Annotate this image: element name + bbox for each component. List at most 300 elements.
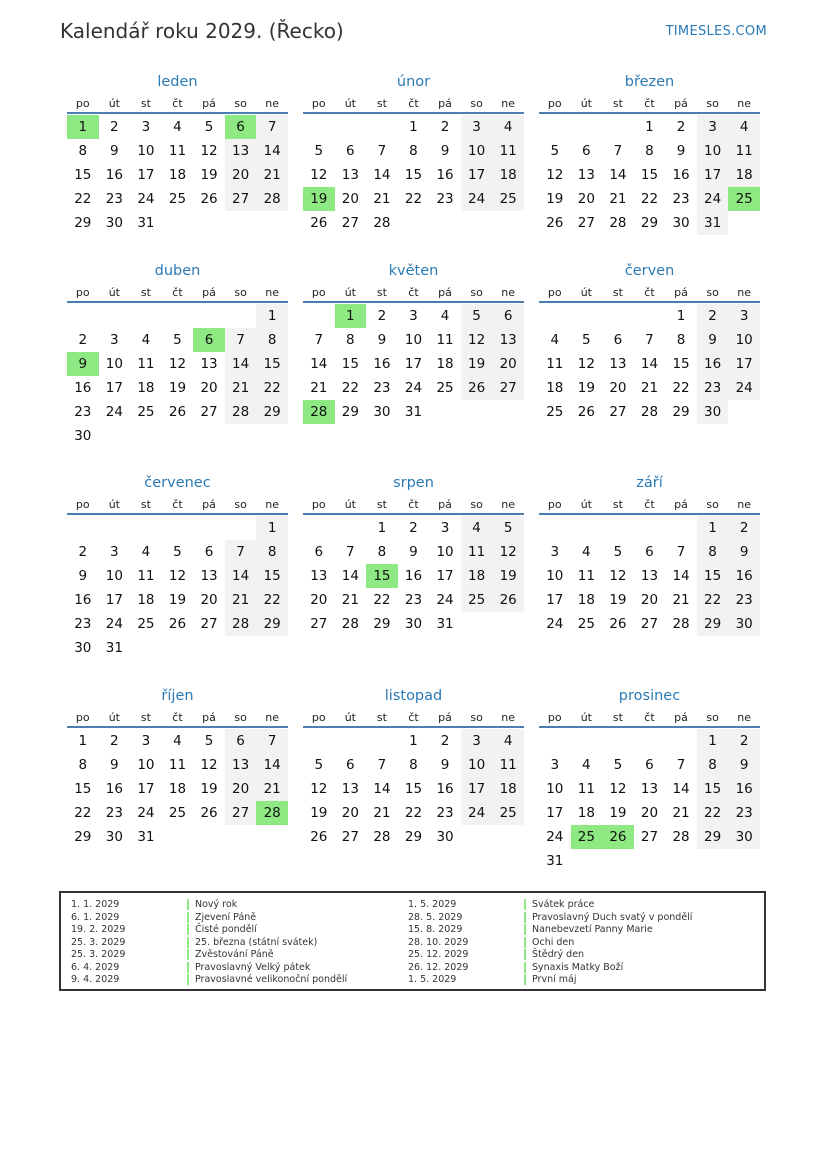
- weekday-header: [67, 710, 288, 728]
- day-cell: 4: [141, 544, 151, 560]
- weekday-label: ne: [265, 286, 280, 299]
- day-cell: 29: [341, 404, 359, 420]
- day-cell: 12: [200, 143, 218, 159]
- day-cell: 13: [577, 167, 595, 183]
- weekday-header: [303, 497, 524, 515]
- day-cell: 30: [105, 215, 123, 231]
- day-cell: 5: [314, 757, 324, 773]
- day-cell: 2: [697, 304, 729, 328]
- day-cell: 26: [577, 404, 595, 420]
- day-grid: [539, 115, 760, 235]
- weekday-label: čt: [644, 97, 655, 110]
- day-cell: 25: [168, 805, 187, 821]
- day-cell: 19: [609, 805, 627, 821]
- day-cell: 26: [461, 376, 493, 400]
- holiday-cell: 9: [67, 352, 99, 376]
- weekday-label: pá: [202, 498, 216, 511]
- weekday-label: pá: [202, 286, 216, 299]
- day-cell: 2: [676, 119, 686, 135]
- empty-cell: [634, 304, 666, 328]
- day-cell: 19: [577, 380, 595, 396]
- weekday-label: ne: [265, 498, 280, 511]
- weekday-header: [303, 96, 524, 114]
- day-cell: 22: [256, 588, 288, 612]
- day-grid: [539, 304, 760, 424]
- weekday-label: čt: [172, 97, 183, 110]
- day-cell: 21: [640, 380, 659, 396]
- day-cell: 16: [436, 167, 454, 183]
- weekday-label: so: [470, 286, 483, 299]
- day-cell: 18: [492, 163, 524, 187]
- day-cell: 18: [461, 564, 493, 588]
- weekday-label: st: [140, 498, 151, 511]
- empty-cell: [162, 516, 194, 540]
- empty-cell: [303, 115, 335, 139]
- day-cell: 11: [461, 540, 493, 564]
- weekday-label: pá: [674, 286, 688, 299]
- day-cell: 6: [645, 757, 654, 773]
- weekday-label: so: [470, 498, 483, 511]
- month-1: [303, 72, 524, 235]
- day-cell: 21: [609, 191, 627, 207]
- day-cell: 29: [256, 612, 288, 636]
- day-cell: 24: [404, 380, 423, 396]
- day-cell: 17: [404, 356, 423, 372]
- day-cell: 10: [436, 544, 454, 560]
- weekday-label: út: [580, 711, 592, 724]
- empty-cell: [634, 729, 666, 753]
- weekday-label: so: [706, 286, 719, 299]
- day-cell: 1: [256, 304, 288, 328]
- weekday-label: pá: [674, 711, 688, 724]
- legend-row: [71, 962, 347, 975]
- day-grid: [67, 516, 288, 660]
- day-cell: 22: [373, 592, 391, 608]
- day-cell: 26: [200, 191, 218, 207]
- site-link[interactable]: TIMESLES.COM: [665, 24, 767, 39]
- weekday-label: po: [75, 97, 90, 110]
- day-cell: 14: [373, 167, 391, 183]
- weekday-label: čt: [644, 711, 655, 724]
- day-cell: 7: [314, 332, 324, 348]
- day-grid: [539, 729, 760, 873]
- weekday-label: so: [234, 286, 247, 299]
- legend-date: 9. 4. 2029: [71, 974, 120, 985]
- month-4: [303, 261, 524, 424]
- day-cell: 5: [173, 332, 182, 348]
- day-cell: 7: [613, 143, 623, 159]
- day-cell: 22: [697, 588, 729, 612]
- day-cell: 17: [697, 163, 729, 187]
- legend-row: [408, 924, 692, 937]
- day-cell: 12: [168, 356, 187, 372]
- legend-row: [408, 899, 692, 912]
- day-cell: 27: [341, 215, 359, 231]
- legend-row: [408, 962, 692, 975]
- day-cell: 15: [341, 356, 359, 372]
- day-cell: 28: [225, 400, 257, 424]
- day-cell: 23: [672, 191, 690, 207]
- day-cell: 5: [173, 544, 182, 560]
- day-cell: 18: [137, 592, 155, 608]
- legend-holiday-name: Pravoslavné velikonoční pondělí: [187, 974, 347, 985]
- day-cell: 13: [640, 568, 659, 584]
- day-cell: 25: [436, 380, 454, 396]
- day-cell: 8: [697, 753, 729, 777]
- legend-holiday-name: Svátek práce: [524, 899, 594, 910]
- month-name: březen: [624, 74, 675, 90]
- day-cell: 10: [105, 568, 123, 584]
- day-cell: 20: [200, 380, 218, 396]
- day-cell: 30: [697, 400, 729, 424]
- day-cell: 5: [204, 119, 214, 135]
- day-cell: 7: [225, 540, 257, 564]
- empty-cell: [602, 729, 634, 753]
- day-cell: 13: [200, 568, 218, 584]
- day-cell: 6: [582, 143, 591, 159]
- legend-row: [71, 899, 347, 912]
- day-cell: 28: [341, 616, 359, 632]
- month-9: [67, 686, 288, 849]
- day-cell: 24: [546, 829, 564, 845]
- day-cell: 8: [409, 143, 418, 159]
- day-cell: 21: [225, 588, 257, 612]
- weekday-label: po: [547, 97, 562, 110]
- day-cell: 17: [728, 352, 760, 376]
- weekday-label: po: [547, 286, 562, 299]
- day-cell: 18: [168, 167, 187, 183]
- weekday-label: út: [108, 498, 120, 511]
- day-cell: 10: [105, 356, 123, 372]
- day-cell: 16: [105, 781, 123, 797]
- day-cell: 26: [492, 588, 524, 612]
- day-cell: 31: [697, 211, 729, 235]
- day-cell: 27: [577, 215, 595, 231]
- day-cell: 7: [377, 143, 387, 159]
- legend-row: [71, 912, 347, 925]
- legend-holiday-name: Zjevení Páně: [187, 912, 256, 923]
- weekday-label: st: [376, 286, 387, 299]
- day-cell: 24: [137, 191, 155, 207]
- weekday-label: ne: [501, 286, 516, 299]
- day-cell: 14: [225, 352, 257, 376]
- weekday-label: út: [108, 97, 120, 110]
- day-cell: 5: [314, 143, 324, 159]
- day-cell: 6: [314, 544, 324, 560]
- day-grid: [67, 729, 288, 849]
- empty-cell: [67, 516, 99, 540]
- day-cell: 10: [137, 143, 155, 159]
- empty-cell: [571, 729, 603, 753]
- day-cell: 1: [409, 119, 418, 135]
- weekday-header: [67, 96, 288, 114]
- day-cell: 29: [373, 616, 391, 632]
- month-0: [67, 72, 288, 235]
- day-cell: 14: [640, 356, 659, 372]
- day-cell: 24: [697, 187, 729, 211]
- day-cell: 15: [256, 352, 288, 376]
- day-cell: 8: [676, 332, 686, 348]
- legend-row: [408, 974, 692, 987]
- legend-date: 25. 12. 2029: [408, 949, 469, 960]
- day-cell: 27: [341, 829, 359, 845]
- day-cell: 22: [341, 380, 359, 396]
- weekday-label: út: [344, 97, 356, 110]
- day-cell: 8: [409, 757, 418, 773]
- holiday-cell: 25: [728, 187, 760, 211]
- day-cell: 8: [377, 544, 387, 560]
- day-cell: 9: [676, 143, 686, 159]
- day-cell: 7: [256, 729, 288, 753]
- legend-date: 28. 5. 2029: [408, 911, 463, 923]
- day-cell: 23: [436, 805, 454, 821]
- day-cell: 5: [582, 332, 591, 348]
- month-10: [303, 686, 524, 849]
- day-cell: 4: [461, 516, 493, 540]
- day-cell: 20: [341, 191, 359, 207]
- weekday-label: pá: [438, 498, 452, 511]
- day-cell: 28: [609, 215, 627, 231]
- day-cell: 15: [404, 167, 423, 183]
- day-cell: 14: [310, 356, 328, 372]
- day-cell: 3: [110, 332, 119, 348]
- empty-cell: [99, 304, 131, 328]
- day-cell: 23: [728, 801, 760, 825]
- day-cell: 22: [697, 801, 729, 825]
- day-cell: 8: [346, 332, 355, 348]
- weekday-label: st: [612, 711, 623, 724]
- day-cell: 5: [492, 516, 524, 540]
- day-cell: 7: [645, 332, 654, 348]
- day-cell: 28: [373, 215, 391, 231]
- day-cell: 18: [137, 380, 155, 396]
- weekday-label: po: [75, 498, 90, 511]
- empty-cell: [335, 729, 367, 753]
- day-cell: 26: [609, 616, 627, 632]
- day-cell: 30: [105, 829, 123, 845]
- day-cell: 16: [697, 352, 729, 376]
- day-cell: 30: [728, 825, 760, 849]
- day-cell: 25: [492, 187, 524, 211]
- weekday-label: pá: [202, 711, 216, 724]
- empty-cell: [225, 304, 257, 328]
- day-cell: 3: [440, 520, 450, 536]
- weekday-header: [67, 285, 288, 303]
- day-cell: 19: [461, 352, 493, 376]
- day-cell: 9: [697, 328, 729, 352]
- empty-cell: [665, 729, 697, 753]
- day-cell: 1: [697, 516, 729, 540]
- day-cell: 22: [672, 380, 690, 396]
- month-name: prosinec: [618, 688, 681, 704]
- day-cell: 22: [404, 805, 423, 821]
- day-cell: 21: [373, 805, 391, 821]
- legend-column-left: [71, 899, 347, 987]
- day-cell: 15: [697, 777, 729, 801]
- day-cell: 23: [697, 376, 729, 400]
- day-cell: 1: [697, 729, 729, 753]
- empty-cell: [130, 304, 162, 328]
- holiday-cell: 25: [571, 825, 603, 849]
- day-cell: 11: [137, 568, 155, 584]
- empty-cell: [67, 304, 99, 328]
- weekday-label: čt: [408, 286, 419, 299]
- day-cell: 4: [582, 544, 591, 560]
- month-name: srpen: [393, 475, 434, 491]
- empty-cell: [366, 115, 398, 139]
- day-cell: 30: [672, 215, 690, 231]
- day-cell: 13: [225, 139, 257, 163]
- day-cell: 21: [341, 592, 359, 608]
- empty-cell: [665, 516, 697, 540]
- weekday-label: so: [234, 711, 247, 724]
- day-cell: 6: [645, 544, 654, 560]
- day-cell: 29: [404, 829, 423, 845]
- day-cell: 19: [609, 592, 627, 608]
- weekday-label: po: [75, 286, 90, 299]
- legend-date: 15. 8. 2029: [408, 924, 463, 935]
- empty-cell: [539, 115, 571, 139]
- holiday-cell: 19: [303, 187, 335, 211]
- day-cell: 10: [728, 328, 760, 352]
- weekday-label: st: [376, 711, 387, 724]
- legend-holiday-name: Pravoslavný Duch svatý v pondělí: [524, 912, 692, 923]
- day-cell: 25: [546, 404, 564, 420]
- day-cell: 12: [200, 757, 218, 773]
- empty-cell: [303, 516, 335, 540]
- day-cell: 13: [225, 753, 257, 777]
- empty-cell: [303, 304, 335, 328]
- day-cell: 17: [105, 592, 123, 608]
- day-cell: 16: [728, 564, 760, 588]
- day-cell: 26: [200, 805, 218, 821]
- day-cell: 12: [546, 167, 564, 183]
- day-cell: 8: [78, 143, 88, 159]
- day-cell: 29: [672, 404, 690, 420]
- day-cell: 4: [582, 757, 591, 773]
- month-name: říjen: [161, 688, 194, 704]
- empty-cell: [193, 304, 225, 328]
- weekday-label: po: [311, 286, 326, 299]
- day-cell: 7: [346, 544, 355, 560]
- day-cell: 12: [492, 540, 524, 564]
- weekday-label: so: [706, 498, 719, 511]
- empty-cell: [335, 115, 367, 139]
- weekday-label: so: [234, 97, 247, 110]
- empty-cell: [571, 304, 603, 328]
- day-cell: 16: [436, 781, 454, 797]
- month-name: listopad: [384, 688, 443, 704]
- holiday-cell: 28: [303, 400, 335, 424]
- day-cell: 16: [672, 167, 690, 183]
- weekday-label: po: [311, 97, 326, 110]
- day-cell: 14: [341, 568, 359, 584]
- day-cell: 29: [640, 215, 659, 231]
- day-cell: 21: [310, 380, 328, 396]
- day-cell: 4: [440, 308, 450, 324]
- day-cell: 9: [440, 757, 450, 773]
- empty-cell: [130, 516, 162, 540]
- holiday-cell: 1: [67, 115, 99, 139]
- day-cell: 10: [546, 781, 564, 797]
- weekday-label: po: [311, 711, 326, 724]
- day-cell: 20: [609, 380, 627, 396]
- holiday-cell: 6: [225, 115, 257, 139]
- day-cell: 18: [546, 380, 564, 396]
- day-grid: [67, 115, 288, 235]
- day-cell: 24: [105, 404, 123, 420]
- month-7: [303, 473, 524, 636]
- day-cell: 27: [492, 376, 524, 400]
- weekday-label: so: [706, 97, 719, 110]
- day-cell: 23: [728, 588, 760, 612]
- day-cell: 11: [492, 139, 524, 163]
- day-cell: 28: [672, 616, 690, 632]
- day-cell: 19: [310, 805, 328, 821]
- day-cell: 9: [728, 753, 760, 777]
- day-cell: 23: [436, 191, 454, 207]
- day-cell: 2: [440, 733, 450, 749]
- day-cell: 28: [256, 187, 288, 211]
- day-cell: 20: [310, 592, 328, 608]
- month-3: [67, 261, 288, 448]
- weekday-header: [539, 710, 760, 728]
- weekday-header: [539, 96, 760, 114]
- day-cell: 3: [461, 115, 493, 139]
- month-6: [67, 473, 288, 660]
- empty-cell: [366, 729, 398, 753]
- weekday-label: so: [706, 711, 719, 724]
- day-cell: 8: [256, 328, 288, 352]
- day-grid: [539, 516, 760, 636]
- weekday-label: čt: [408, 711, 419, 724]
- day-cell: 10: [697, 139, 729, 163]
- day-cell: 26: [168, 404, 187, 420]
- empty-cell: [225, 516, 257, 540]
- legend-row: [408, 937, 692, 950]
- month-5: [539, 261, 760, 424]
- empty-cell: [303, 729, 335, 753]
- day-cell: 31: [436, 616, 454, 632]
- day-cell: 12: [310, 781, 328, 797]
- legend-date: 25. 3. 2029: [71, 936, 126, 948]
- legend-date: 25. 3. 2029: [71, 949, 126, 960]
- day-grid: [303, 729, 524, 849]
- day-cell: 24: [461, 801, 493, 825]
- weekday-label: ne: [501, 498, 516, 511]
- day-cell: 28: [640, 404, 659, 420]
- empty-cell: [571, 115, 603, 139]
- day-cell: 9: [110, 757, 119, 773]
- day-cell: 13: [640, 781, 659, 797]
- day-cell: 3: [141, 119, 151, 135]
- legend-date: 28. 10. 2029: [408, 936, 469, 948]
- day-cell: 1: [78, 733, 88, 749]
- day-cell: 13: [310, 568, 328, 584]
- day-cell: 2: [78, 332, 88, 348]
- day-cell: 19: [492, 564, 524, 588]
- day-cell: 21: [256, 163, 288, 187]
- day-cell: 2: [78, 544, 88, 560]
- day-cell: 1: [256, 516, 288, 540]
- day-cell: 14: [256, 139, 288, 163]
- day-cell: 6: [492, 304, 524, 328]
- day-cell: 19: [546, 191, 564, 207]
- weekday-label: út: [580, 97, 592, 110]
- day-cell: 3: [110, 544, 119, 560]
- day-cell: 17: [137, 781, 155, 797]
- day-cell: 11: [546, 356, 564, 372]
